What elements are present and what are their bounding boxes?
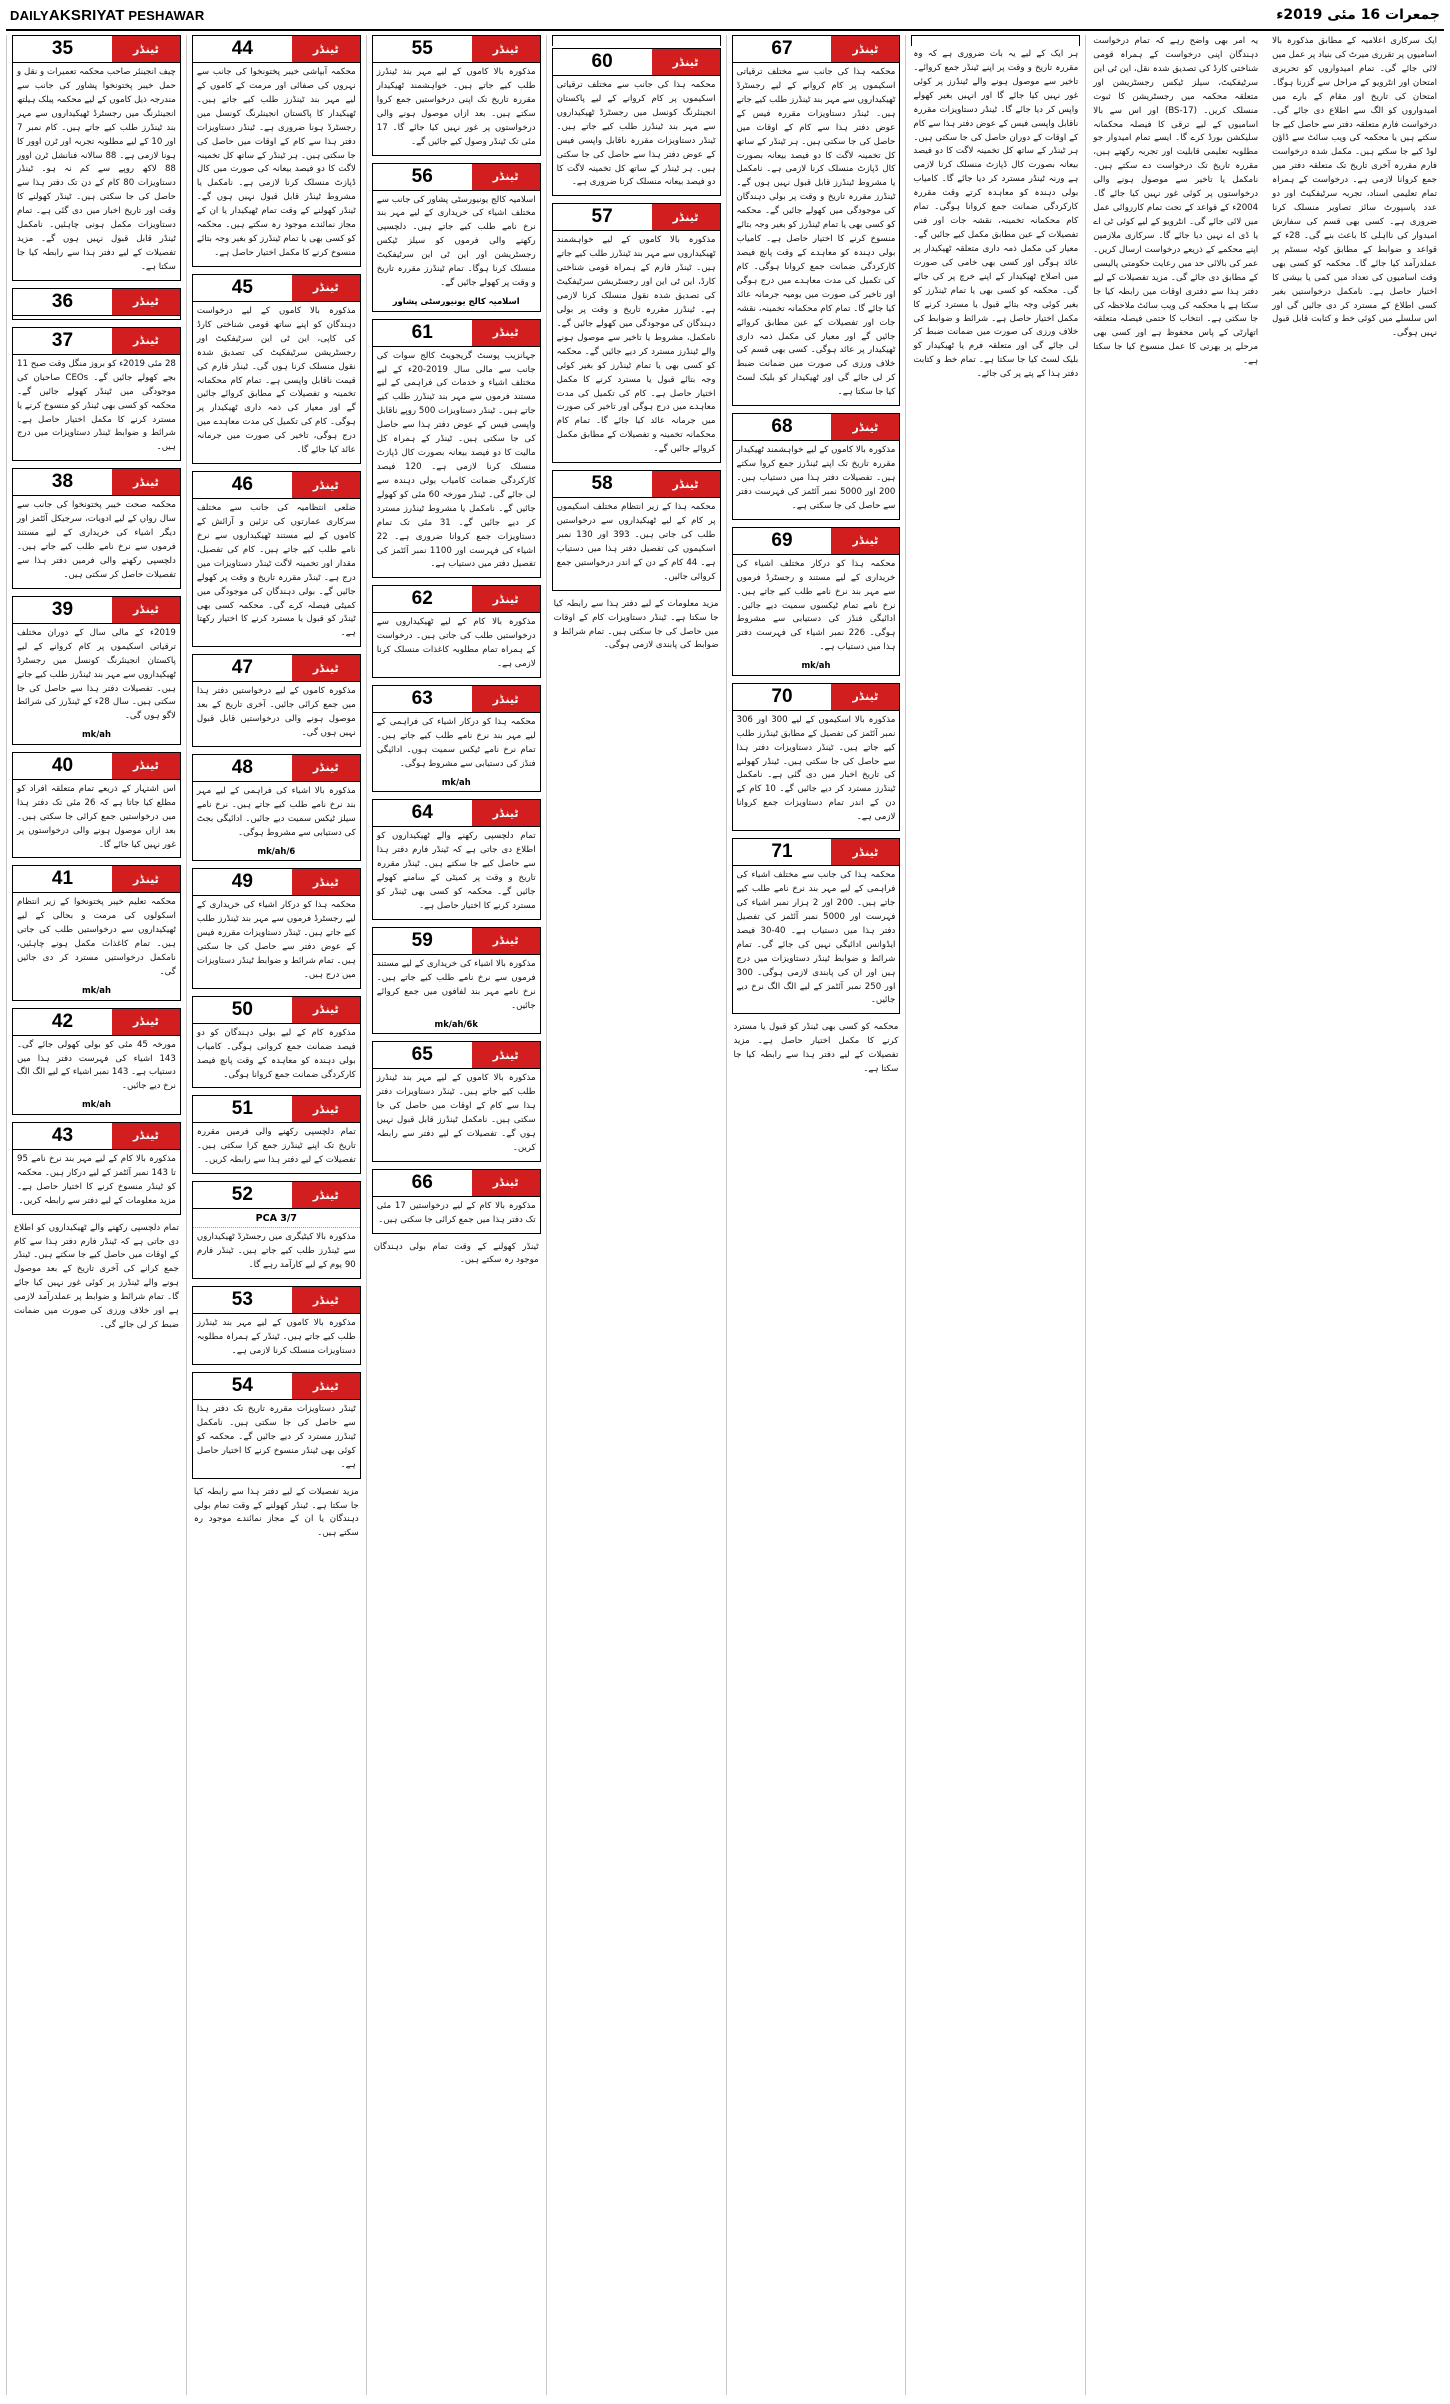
tender-number: 60 xyxy=(591,51,613,72)
tender-number: 50 xyxy=(231,998,253,1020)
column-container xyxy=(6,35,1444,2395)
column-text: محکمہ کو کسی بھی ٹینڈر کو قبول یا مسترد کرنے کا مکمل اختیار حاصل ہے۔ مزید تفصیلات کے لیے دفتر ہذا سے رابطہ کیا جا سکتا ہے۔ xyxy=(733,1022,899,1075)
tender-body: مذکورہ بالا اسکیموں کے لیے 300 اور 306 نمبر آئٹمز کی تفصیل کے مطابق ٹینڈرز طلب کیے جاتے ہیں۔ ٹینڈر دستاویزات دفتر ہذا سے حاصل کی جا سکتی ہیں۔ ٹینڈر کھولنے کی تاریخ اخبار میں دی گئی ہے۔ نامکمل ٹینڈرز مسترد کر دیے جائیں گے۔ 10 کام کے دن کے اندر تمام دستاویزات جمع کروانا لازمی ہے۔ xyxy=(736,714,896,823)
tender-tag: ٹینڈر xyxy=(112,866,180,892)
tender-tag: ٹینڈر xyxy=(472,164,540,190)
tender-number: 43 xyxy=(51,1124,74,1146)
tender-body: مذکورہ کاموں کے لیے درخواستیں دفتر ہذا میں جمع کرائی جائیں۔ آخری تاریخ کے بعد موصول ہونے والی درخواستیں قابل قبول نہیں ہوں گی۔ xyxy=(196,686,356,739)
tender-notice-header xyxy=(373,686,540,713)
tender-footer: اسلامیہ کالج یونیورسٹی پشاور xyxy=(392,295,520,306)
tender-notice-header xyxy=(193,755,360,782)
tender-notice[interactable] xyxy=(12,1122,181,1215)
tender-notice[interactable] xyxy=(552,48,721,196)
tender-notice[interactable] xyxy=(552,203,721,463)
tender-notice-header xyxy=(553,471,720,498)
tender-notice[interactable] xyxy=(372,1041,541,1162)
tender-body: محکمہ ہذا کو درکار اشیاء کی خریداری کے لیے رجسٹرڈ فرموں سے مہر بند ٹینڈرز طلب کیے جاتے ہیں۔ ٹینڈر دستاویزات مقررہ فیس کے عوض دفتر سے حاصل کی جا سکتی ہیں۔ تمام شرائط و ضوابط ٹینڈر دستاویزات میں درج ہیں۔ xyxy=(196,900,356,980)
tender-body: ضلعی انتظامیہ کی جانب سے مختلف سرکاری عمارتوں کی تزئین و آرائش کے کاموں کے لیے مستند ٹھیکیداروں سے نرخ نامے طلب کیے جاتے ہیں۔ کام کی تفصیل، مقدار اور تخمینہ لاگت ٹینڈر دستاویزات میں درج ہے۔ ٹینڈر مقررہ تاریخ و وقت پر کھولے جائیں گے۔ بولی دہندگان کی موجودگی میں کمیٹی فیصلہ کرے گی۔ محکمہ کسی بھی ٹینڈر کو قبول یا مسترد کرنے کا اختیار رکھتا ہے۔ xyxy=(196,503,356,639)
tender-number: 39 xyxy=(51,598,74,620)
tender-body: مذکورہ بالا کیٹیگری میں رجسٹرڈ ٹھیکیداروں سے ٹینڈرز طلب کیے جاتے ہیں۔ ٹینڈر فارم 90 یوم کے لیے کارآمد رہے گا۔ xyxy=(196,1232,356,1271)
tender-body: مذکورہ بالا کاموں کے لیے خواہشمند ٹھیکیداروں سے مہر بند ٹینڈرز طلب کیے جاتے ہیں۔ ٹینڈر فارم کے ہمراہ قومی شناختی کارڈ، این ٹی این اور رجسٹریشن سرٹیفکیٹ کی تصدیق شدہ نقول منسلک کرنا لازمی ہے۔ ٹینڈرز مقررہ تاریخ و وقت پر بولی دہندگان کی موجودگی میں کھولے جائیں گے۔ نامکمل، مشروط یا تاخیر سے موصول ہونے والے ٹینڈرز مسترد کر دیے جائیں گے۔ محکمہ کو کسی بھی یا تمام ٹینڈرز کو بغیر کوئی وجہ بتائے قبول یا مسترد کرنے کا مکمل اختیار حاصل ہے۔ کام کی تکمیل کی مدت معاہدے میں درج ہوگی اور تاخیر کی صورت میں جرمانہ عائد کیا جائے گا۔ تمام کام محکمانہ تخمینہ و تفصیلات کے مطابق مکمل کروائے جائیں گے۔ xyxy=(556,235,716,455)
tender-tag: ٹینڈر xyxy=(112,1123,180,1149)
tender-notice-header xyxy=(733,528,900,555)
tender-number: 57 xyxy=(591,206,613,228)
tender-notice[interactable] xyxy=(192,1372,361,1479)
tender-number: 59 xyxy=(411,929,433,951)
tender-footer: mk/ah xyxy=(801,660,831,671)
tender-number: 71 xyxy=(771,841,793,863)
tender-notice[interactable] xyxy=(732,838,901,1014)
tender-tag: ٹینڈر xyxy=(292,755,360,781)
brand-main: AKSRIYAT xyxy=(48,6,125,24)
tender-notice-header xyxy=(13,1123,180,1150)
issue-date: جمعرات 16 مئی 2019ء xyxy=(1276,7,1440,23)
tender-number: 44 xyxy=(231,38,253,59)
tender-number: 49 xyxy=(231,871,253,893)
brand-suffix: PESHAWAR xyxy=(128,7,205,23)
tender-notice-header xyxy=(373,1042,540,1069)
tender-body: محکمہ ہذا کی جانب سے مختلف ترقیاتی اسکیموں پر کام کروانے کے لیے رجسٹرڈ ٹھیکیداروں سے مہر بند ٹینڈرز طلب کیے جاتے ہیں۔ ٹینڈر دستاویزات مقررہ فیس کے عوض دفتر ہذا سے کام کے اوقات میں حاصل کی جا سکتی ہیں۔ ہر ٹینڈر کے ساتھ کل تخمینہ لاگت کا دو فیصد بیعانہ بصورت کال ڈپازٹ منسلک کرنا لازمی ہے۔ نامکمل یا مشروط ٹینڈرز قابل قبول نہیں ہوں گے۔ ٹینڈرز مقررہ تاریخ و وقت پر بولی دہندگان کی موجودگی میں کھولے جائیں گے۔ محکمہ کو کسی بھی یا تمام ٹینڈرز کو بغیر وجہ بتائے منسوخ کرنے کا اختیار حاصل ہے۔ کامیاب بولی دہندہ کو معاہدے کے وقت پانچ فیصد کارکردگی ضمانت جمع کروانا ہوگی۔ کام کی تکمیل کی مدت معاہدے میں درج ہوگی اور تاخیر کی صورت میں یومیہ جرمانہ عائد کیا جائے گا۔ تمام کام محکمانہ تخمینہ، نقشہ جات اور تفصیلات کے عین مطابق کروائے جائیں گے اور معیار کی مکمل ذمہ داری ٹھیکیدار پر عائد ہوگی۔ کسی بھی قسم کی خلاف ورزی کی صورت میں ضمانت ضبط کر لی جائے گی اور ٹھیکیدار کو بلیک لسٹ کیا جا سکتا ہے۔ xyxy=(736,67,896,398)
tender-body: محکمہ ہذا کو درکار مختلف اشیاء کی خریداری کے لیے مستند و رجسٹرڈ فرموں سے مہر بند نرخ نامے طلب کیے جاتے ہیں۔ نرخ نامے تمام ٹیکسوں سمیت دیے جائیں۔ ادائیگی فنڈز کی دستیابی سے مشروط ہوگی۔ 226 نمبر اشیاء کی فہرست دفتر ہذا میں دستیاب ہے۔ xyxy=(736,558,896,653)
tender-body: مذکورہ بالا کام کے لیے درخواستیں 17 مئی تک دفتر ہذا میں جمع کرائی جا سکتی ہیں۔ xyxy=(376,1200,536,1225)
newspaper-column xyxy=(546,35,726,2395)
tender-notice[interactable] xyxy=(12,865,181,1000)
tender-notice[interactable] xyxy=(192,754,361,861)
tender-notice-header xyxy=(193,655,360,682)
tender-notice-header xyxy=(193,1287,360,1314)
tender-tag: ٹینڈر xyxy=(292,1373,360,1399)
tender-notice-header xyxy=(553,204,720,231)
column-text: مزید معلومات کے لیے دفتر ہذا سے رابطہ کیا جا سکتا ہے۔ ٹینڈر دستاویزات کام کے اوقات میں حاصل کی جا سکتی ہیں۔ تمام شرائط و ضوابط کی پابندی لازمی ہوگی۔ xyxy=(553,598,719,651)
tender-notice[interactable] xyxy=(732,413,901,520)
tender-number: 47 xyxy=(231,657,253,679)
column-text: مزید تفصیلات کے لیے دفتر ہذا سے رابطہ کیا جا سکتا ہے۔ ٹینڈر کھولنے کے وقت تمام بولی دہندگان یا ان کے مجاز نمائندے موجود رہ سکتے ہیں۔ xyxy=(193,1486,359,1539)
tender-notice-header xyxy=(13,328,180,355)
newspaper-column xyxy=(1265,35,1444,2395)
tender-notice[interactable] xyxy=(12,752,181,859)
tender-number: 58 xyxy=(591,473,613,495)
tender-body: مذکورہ بالا اشیاء کی خریداری کے لیے مستند فرموں سے نرخ نامے طلب کیے جاتے ہیں۔ نرخ نامے مہر بند لفافوں میں جمع کروائے جائیں۔ xyxy=(376,958,536,1011)
tender-notice[interactable] xyxy=(192,868,361,989)
column-text: ہر ایک کے لیے یہ بات ضروری ہے کہ وہ مقررہ تاریخ و وقت پر اپنے ٹینڈر جمع کروائے۔ تاخیر سے موصول ہونے والے ٹینڈرز پر کوئی غور نہیں کیا جائے گا اور انہیں بغیر کھولے واپس کر دیا جائے گا۔ ٹینڈر دستاویزات مقررہ ناقابل واپسی فیس کے عوض دفتر ہذا سے کام کے اوقات کے دوران حاصل کی جا سکتی ہیں۔ ہر ٹینڈر کے ساتھ کل تخمینہ لاگت کا دو فیصد بیعانہ بصورت کال ڈپازٹ منسلک کرنا لازمی ہے ورنہ ٹینڈر مسترد کر دیا جائے گا۔ کامیاب بولی دہندہ کو معاہدہ کرتے وقت مقررہ کارکردگی ضمانت جمع کروانا ہوگی۔ تمام کام محکمانہ تخمینہ، نقشہ جات اور فنی تفصیلات کے عین مطابق مکمل کیے جائیں گے۔ معیار کی مکمل ذمہ داری متعلقہ ٹھیکیدار پر عائد ہوگی اور کسی بھی خامی کی صورت میں اصلاح ٹھیکیدار کے اپنے خرچ پر کی جائے گی۔ محکمہ کو کسی بھی یا تمام ٹینڈرز کو بغیر کوئی وجہ بتائے قبول یا مسترد کرنے کا مکمل اختیار حاصل ہے۔ شرائط و ضوابط کی خلاف ورزی کی صورت میں ضمانت ضبط کر لی جائے گی اور متعلقہ فرم یا ٹھیکیدار کو بلیک لسٹ کیا جا سکتا ہے۔ تمام خط و کتابت دفتر ہذا کے پتے پر کی جائے۔ xyxy=(913,49,1079,380)
tender-number: 62 xyxy=(411,588,433,610)
newspaper-column xyxy=(6,35,186,2395)
tender-body: 2019ء کے مالی سال کے دوران مختلف ترقیاتی اسکیموں پر کام کروانے کے لیے پاکستان انجینئرنگ کونسل میں رجسٹرڈ ٹھیکیداروں سے مہر بند ٹینڈرز طلب کیے جاتے ہیں۔ تفصیلات دفتر ہذا سے حاصل کی جا سکتی ہیں۔ سال 28ء کے ٹینڈرز کی شرائط لاگو ہوں گی۔ xyxy=(17,627,176,722)
newspaper-column xyxy=(366,35,546,2395)
tender-notice-header xyxy=(733,414,900,441)
tender-body: محکمہ ہذا کی جانب سے مختلف اشیاء کی فراہمی کے لیے مہر بند نرخ نامے طلب کیے جاتے ہیں۔ 200 اور 2 ہزار نمبر اشیاء کی فہرست اور 5000 نمبر آئٹمز کی تفصیل دفتر ہذا میں دستیاب ہے۔ 40-30 فیصد ایڈوانس ادائیگی نہیں کی جائے گی۔ تمام شرائط و ضوابط ٹینڈر دستاویزات میں درج ہیں اور ان کی پابندی لازمی ہوگی۔ 300 اور 250 نمبر آئٹمز کے لیے الگ الگ نرخ دیے جائیں۔ xyxy=(736,870,896,1006)
newspaper-column xyxy=(905,35,1085,2395)
tender-notice-header xyxy=(13,753,180,780)
newspaper-column xyxy=(726,35,906,2395)
tender-number: 52 xyxy=(231,1184,253,1206)
tender-notice-header xyxy=(193,997,360,1024)
tender-tag: ٹینڈر xyxy=(472,320,540,346)
tender-notice-header xyxy=(373,1170,540,1197)
tender-tag: ٹینڈر xyxy=(292,1182,360,1208)
tender-body: محکمہ ہذا کو درکار اشیاء کی فراہمی کے لیے مہر بند نرخ نامے طلب کیے جاتے ہیں۔ تمام نرخ نامے ٹیکس سمیت ہوں۔ ادائیگی فنڈز کی دستیابی سے مشروط ہوگی۔ xyxy=(376,717,536,769)
tender-body: مذکورہ بالا کام کے لیے ٹھیکیداروں سے درخواستیں طلب کی جاتی ہیں۔ درخواست کے ہمراہ تمام مطلوبہ کاغذات منسلک کرنا لازمی ہے۔ xyxy=(376,617,536,670)
tender-title: 3/7 PCA xyxy=(193,1209,360,1228)
tender-number: 40 xyxy=(51,754,74,776)
tender-notice-header xyxy=(733,684,900,711)
tender-notice[interactable] xyxy=(192,471,361,647)
tender-tag: ٹینڈر xyxy=(472,800,540,826)
tender-number: 70 xyxy=(771,685,793,707)
tender-number: 63 xyxy=(411,688,433,710)
tender-tag: ٹینڈر xyxy=(112,289,180,315)
tender-number: 51 xyxy=(231,1098,253,1120)
tender-notice[interactable] xyxy=(192,654,361,747)
tender-notice[interactable] xyxy=(372,319,541,579)
tender-notice[interactable] xyxy=(12,596,181,745)
tender-number: 69 xyxy=(771,529,793,551)
tender-notice-header xyxy=(13,597,180,624)
tender-body: محکمہ صحت خیبر پختونخوا کی جانب سے سال رواں کے لیے ادویات، سرجیکل آئٹمز اور دیگر اشیاء کی خریداری کے لیے مستند فرموں سے نرخ نامے طلب کیے جاتے ہیں۔ دلچسپی رکھنے والی فرمیں دفتر ہذا سے تفصیلات حاصل کر سکتی ہیں۔ xyxy=(17,500,176,580)
column-rule xyxy=(552,35,721,46)
tender-footer: mk/ah xyxy=(441,776,471,787)
tender-number: 64 xyxy=(411,802,433,824)
tender-tag: ٹینڈر xyxy=(292,1287,360,1313)
tender-tag: ٹینڈر xyxy=(112,1009,180,1035)
tender-body: محکمہ آبپاشی خیبر پختونخوا کی جانب سے نہروں کی صفائی اور مرمت کے کاموں کے لیے مہر بند ٹینڈرز طلب کیے جاتے ہیں۔ ٹھیکیدار کا پاکستان انجینئرنگ کونسل میں رجسٹرڈ ہونا ضروری ہے۔ ٹینڈر دستاویزات دفتر ہذا سے کام کے اوقات میں حاصل کی جا سکتی ہیں۔ ہر ٹینڈر کے ساتھ کل تخمینہ لاگت کا دو فیصد بیعانہ کی صورت میں کال ڈپازٹ منسلک کرنا لازمی ہے۔ نامکمل یا مشروط ٹینڈر قابل قبول نہیں ہوں گے۔ ٹینڈر کھولنے کے وقت تمام ٹھیکیدار یا ان کے مجاز نمائندے موجود رہ سکتے ہیں۔ محکمہ کو کسی بھی یا تمام ٹینڈرز کو بغیر وجہ بتائے منسوخ کرنے کا مکمل اختیار حاصل ہے۔ xyxy=(196,67,356,258)
tender-body: مذکورہ بالا کاموں کے لیے درخواست دہندگان کو اپنے ساتھ قومی شناختی کارڈ کی کاپی، این ٹی این سرٹیفکیٹ اور رجسٹریشن سرٹیفکیٹ کی تصدیق شدہ نقول منسلک کرنا ہوں گی۔ ٹینڈر فارم کی قیمت ناقابل واپسی ہے۔ تمام کام محکمانہ تخمینہ و تفصیلات کے مطابق کروائے جائیں گے اور معیار کی ذمہ داری ٹھیکیدار پر ہوگی۔ کام کی تکمیل کی مدت معاہدے میں درج ہوگی، تاخیر کی صورت میں جرمانہ عائد کیا جائے گا۔ xyxy=(196,305,356,456)
tender-notice-header xyxy=(13,1009,180,1036)
tender-tag: ٹینڈر xyxy=(292,36,360,62)
masthead xyxy=(6,4,1444,31)
tender-notice[interactable] xyxy=(372,927,541,1034)
tender-body: مذکورہ بالا اشیاء کی فراہمی کے لیے مہر بند نرخ نامے طلب کیے جاتے ہیں۔ نرخ نامے سیلز ٹیکس سمیت دیے جائیں۔ ادائیگی بجٹ کی دستیابی سے مشروط ہوگی۔ xyxy=(196,785,356,838)
tender-footer: mk/ah xyxy=(81,729,111,740)
tender-number: 55 xyxy=(411,38,433,59)
tender-number: 56 xyxy=(411,165,433,187)
tender-notice-header xyxy=(13,289,180,316)
tender-notice-header xyxy=(373,800,540,827)
tender-body: مذکورہ بالا کام کے لیے مہر بند نرخ نامے 95 تا 143 نمبر آئٹمز کے لیے درکار ہیں۔ محکمہ کو ٹینڈر منسوخ کرنے کا اختیار حاصل ہے۔ مزید معلومات کے لیے دفتر سے رابطہ کریں۔ xyxy=(17,1153,176,1206)
tender-notice-header xyxy=(373,164,540,191)
tender-body: محکمہ ہذا کے زیر انتظام مختلف اسکیموں پر کام کے لیے ٹھیکیداروں سے درخواستیں طلب کی جاتی ہیں۔ 393 اور 130 نمبر اسکیموں کی تفصیل دفتر ہذا میں دستیاب ہے۔ 44 کام کے دن کے اندر درخواستیں جمع کروائی جائیں۔ xyxy=(556,502,716,582)
tender-notice-header xyxy=(553,49,720,76)
tender-number: 48 xyxy=(231,756,253,778)
tender-notice-header xyxy=(733,839,900,866)
tender-notice[interactable] xyxy=(192,1181,361,1279)
tender-notice-header xyxy=(13,36,180,63)
brand-prefix: DAILY xyxy=(10,7,49,23)
tender-notice[interactable] xyxy=(732,527,901,676)
tender-tag: ٹینڈر xyxy=(112,469,180,495)
tender-notice[interactable] xyxy=(192,996,361,1089)
tender-notice-header xyxy=(193,275,360,302)
column-text: یہ امر بھی واضح رہے کہ تمام درخواست دہندگان اپنی درخواست کے ہمراہ قومی شناختی کارڈ کی تصدیق شدہ نقل، این ٹی این سرٹیفکیٹ، سیلز ٹیکس رجسٹریشن اور متعلقہ محکمہ میں رجسٹریشن کا ثبوت منسلک کریں۔ (BS-17) اور اس سے بالا اسامیوں کے لیے ترقی کا فیصلہ محکمانہ سلیکشن بورڈ کرے گا۔ ایسے تمام امیدوار جو مطلوبہ تعلیمی قابلیت اور تجربہ رکھتے ہیں، مقررہ تاریخ تک درخواست دے سکتے ہیں۔ نامکمل یا تاخیر سے موصول ہونے والی درخواستوں پر کوئی غور نہیں کیا جائے گا۔ 2004ء کے قواعد کے تحت تمام کارروائی عمل میں لائی جائے گی۔ انٹرویو کے لیے کوئی ٹی اے یا ڈی اے نہیں دیا جائے گا۔ سرکاری ملازمین اپنے محکمے کے ذریعے درخواست ارسال کریں۔ عمر کی بالائی حد میں رعایت حکومتی پالیسی کے مطابق دی جائے گی۔ مزید تفصیلات کے لیے دفتر ہذا سے دفتری اوقات میں رابطہ کیا جا سکتا ہے یا محکمہ کی ویب سائٹ ملاحظہ کی جا سکتی ہے۔ انتخاب کا حتمی فیصلہ متعلقہ اتھارٹی کے پاس محفوظ ہے اور کسی بھی مرحلے پر بھرتی کا عمل منسوخ کیا جا سکتا ہے۔ xyxy=(1093,36,1259,367)
column-text: ٹینڈر کھولنے کے وقت تمام بولی دہندگان موجود رہ سکتے ہیں۔ xyxy=(373,1241,539,1266)
tender-footer: mk/ah xyxy=(81,1099,111,1110)
tender-number: 35 xyxy=(51,38,74,59)
tender-body: جہانزیب پوسٹ گریجویٹ کالج سوات کی جانب سے مالی سال 2019-20ء کے لیے مختلف اشیاء و خدمات کی فراہمی کے لیے مستند فرموں سے مہر بند ٹینڈرز طلب کیے جاتے ہیں۔ ٹینڈر دستاویزات 500 روپے ناقابل واپسی فیس کے عوض دفتر ہذا سے حاصل کی جا سکتی ہیں۔ ٹینڈر کے ہمراہ کل مالیت کا دو فیصد بیعانہ بصورت کال ڈپازٹ منسلک کرنا لازمی ہے۔ 120 فیصد کارکردگی ضمانت کامیاب بولی دہندہ سے لی جائے گی۔ ٹینڈر مورخہ 60 مئی کو کھولے جائیں گے۔ نامکمل یا مشروط ٹینڈرز مسترد کر دیے جائیں گے۔ 31 مئی تک تمام دستاویزات جمع کروانا ضروری ہے۔ 22 اشیاء کی فہرست اور 1100 نمبر آئٹمز کی تفصیل دفتر میں دستیاب ہے۔ xyxy=(376,350,536,570)
tender-body: اس اشتہار کے ذریعے تمام متعلقہ افراد کو مطلع کیا جاتا ہے کہ 26 مئی تک دفتر ہذا میں درخواستیں جمع کرائی جا سکتی ہیں۔ بعد ازاں موصول ہونے والی درخواستوں پر غور نہیں کیا جائے گا۔ xyxy=(17,783,176,850)
tender-number: 68 xyxy=(771,416,793,438)
tender-body: ٹینڈر دستاویزات مقررہ تاریخ تک دفتر ہذا سے حاصل کی جا سکتی ہیں۔ نامکمل ٹینڈرز مسترد کر دیے جائیں گے۔ محکمہ کو کوئی بھی ٹینڈر منسوخ کرنے کا اختیار حاصل ہے۔ xyxy=(196,1404,356,1470)
tender-notice[interactable] xyxy=(372,585,541,678)
tender-tag: ٹینڈر xyxy=(831,684,899,710)
column-text: ایک سرکاری اعلامیہ کے مطابق مذکورہ بالا اسامیوں پر تقرری میرٹ کی بنیاد پر عمل میں لائی جائے گی۔ تمام امیدواروں کو تحریری امتحان اور انٹرویو کے مراحل سے گزرنا ہوگا۔ امتحان کی تاریخ اور مقام کے بارے میں امیدواروں کو الگ سے اطلاع دی جائے گی۔ درخواست فارم متعلقہ دفتر سے حاصل کیے جا سکتے ہیں یا محکمہ کی ویب سائٹ سے ڈاؤن لوڈ کیے جا سکتے ہیں۔ مکمل شدہ درخواست فارم مقررہ آخری تاریخ تک متعلقہ دفتر میں جمع کروانا لازمی ہے۔ درخواست کے ہمراہ تمام تعلیمی اسناد، تجربہ سرٹیفکیٹ اور دو عدد پاسپورٹ سائز تصاویر منسلک کرنا ضروری ہے۔ کسی بھی قسم کی سفارش امیدوار کی نااہلی کا باعث بنے گی۔ 28ء کے قواعد و ضوابط کے مطابق کوٹہ سسٹم پر عملدرآمد کیا جائے گا۔ محکمہ کو کسی بھی وقت اسامیوں کی تعداد میں کمی یا بیشی کا اختیار حاصل ہے۔ نامکمل درخواستیں بغیر کسی اطلاع کے مسترد کر دی جائیں گی اور اس سلسلے میں کوئی خط و کتابت قابل قبول نہیں ہوگی۔ xyxy=(1272,36,1437,339)
tender-notice[interactable] xyxy=(12,288,181,320)
tender-footer: mk/ah/6 xyxy=(257,845,296,856)
tender-notice-header xyxy=(373,586,540,613)
tender-body: اسلامیہ کالج یونیورسٹی پشاور کی جانب سے مختلف اشیاء کی خریداری کے لیے مہر بند نرخ نامے طلب کیے جاتے ہیں۔ دلچسپی رکھنے والی فرموں کو سیلز ٹیکس رجسٹریشن اور این ٹی این سرٹیفکیٹ منسلک کرنا ہوگا۔ تمام ٹینڈرز مقررہ تاریخ و وقت پر کھولے جائیں گے۔ xyxy=(376,194,536,289)
tender-tag: ٹینڈر xyxy=(652,204,720,230)
tender-tag: ٹینڈر xyxy=(292,655,360,681)
tender-body: تمام دلچسپی رکھنے والی فرمیں مقررہ تاریخ تک اپنے ٹینڈرز جمع کرا سکتی ہیں۔ تفصیلات کے لیے دفتر ہذا سے رابطہ کریں۔ xyxy=(196,1127,356,1166)
tender-notice[interactable] xyxy=(12,327,181,461)
tender-tag: ٹینڈر xyxy=(652,49,720,75)
tender-body: مذکورہ کام کے لیے بولی دہندگان کو دو فیصد ضمانت جمع کروانی ہوگی۔ کامیاب بولی دہندہ کو معاہدہ کے وقت پانچ فیصد کارکردگی ضمانت جمع کروانا ہوگی۔ xyxy=(196,1027,356,1080)
tender-notice-header xyxy=(193,1373,360,1400)
tender-number: 41 xyxy=(51,868,74,890)
tender-tag: ٹینڈر xyxy=(831,528,899,554)
tender-notice[interactable] xyxy=(372,163,541,312)
tender-tag: ٹینڈر xyxy=(292,275,360,301)
tender-notice-header xyxy=(193,869,360,896)
tender-number: 53 xyxy=(231,1289,253,1311)
tender-notice[interactable] xyxy=(372,1169,541,1234)
tender-number: 38 xyxy=(51,471,74,493)
tender-notice-header xyxy=(193,36,360,63)
tender-notice-header xyxy=(193,472,360,499)
tender-body: مذکورہ بالا کاموں کے لیے خواہشمند ٹھیکیدار مقررہ تاریخ تک اپنے ٹینڈرز جمع کروا سکتے ہیں۔ تفصیلات دفتر ہذا میں دستیاب ہیں۔ 200 اور 5000 نمبر آئٹمز کی فہرست دفتر سے حاصل کی جا سکتی ہے۔ xyxy=(736,445,896,511)
tender-tag: ٹینڈر xyxy=(472,1170,540,1196)
tender-notice[interactable] xyxy=(732,683,901,831)
tender-body: محکمہ ہذا کی جانب سے مختلف ترقیاتی اسکیموں پر کام کروانے کے لیے پاکستان انجینئرنگ کونسل میں رجسٹرڈ ٹھیکیداروں سے مہر بند ٹینڈرز طلب کیے جاتے ہیں۔ ٹینڈر دستاویزات مقررہ ناقابل واپسی فیس کے عوض دفتر ہذا سے حاصل کی جا سکتی ہیں۔ ہر ٹینڈر کے ساتھ کل تخمینہ لاگت کا دو فیصد بیعانہ منسلک کرنا ضروری ہے۔ xyxy=(556,80,716,188)
tender-number: 45 xyxy=(231,276,253,298)
tender-tag: ٹینڈر xyxy=(292,1096,360,1122)
tender-number: 37 xyxy=(51,329,74,351)
tender-notice[interactable] xyxy=(552,470,721,591)
tender-tag: ٹینڈر xyxy=(831,839,899,865)
tender-notice[interactable] xyxy=(192,1286,361,1365)
tender-notice[interactable] xyxy=(12,1008,181,1115)
tender-notice[interactable] xyxy=(12,35,181,281)
tender-number: 36 xyxy=(51,290,74,312)
tender-notice-header xyxy=(373,36,540,63)
tender-tag: ٹینڈر xyxy=(112,36,180,62)
column-text: تمام دلچسپی رکھنے والے ٹھیکیداروں کو اطلاع دی جاتی ہے کہ ٹینڈر فارم دفتر ہذا سے کام کے اوقات میں حاصل کیے جا سکتے ہیں۔ ٹینڈر جمع کرانے کی آخری تاریخ کے بعد موصول ہونے والے ٹینڈرز پر کوئی غور نہیں کیا جائے گا۔ تمام شرائط و ضوابط پر عملدرآمد لازمی ہے اور خلاف ورزی کی صورت میں ضمانت ضبط کر لی جائے گی۔ xyxy=(14,1222,179,1331)
tender-notice[interactable] xyxy=(192,1095,361,1174)
tender-notice[interactable] xyxy=(732,35,901,406)
tender-tag: ٹینڈر xyxy=(292,472,360,498)
tender-tag: ٹینڈر xyxy=(112,597,180,623)
tender-notice-header xyxy=(373,320,540,347)
tender-notice-header xyxy=(733,36,900,63)
tender-notice[interactable] xyxy=(372,799,541,920)
tender-body: تمام دلچسپی رکھنے والے ٹھیکیداروں کو اطلاع دی جاتی ہے کہ ٹینڈر فارم دفتر ہذا سے حاصل کیے جا سکتے ہیں۔ ٹینڈر مقررہ تاریخ و وقت پر کمیٹی کے سامنے کھولے جائیں گے۔ محکمہ کو کسی بھی ٹینڈر کو مسترد کرنے کا اختیار حاصل ہے۔ xyxy=(376,831,536,911)
tender-number: 61 xyxy=(411,321,433,343)
tender-tag: ٹینڈر xyxy=(292,869,360,895)
tender-tag: ٹینڈر xyxy=(472,686,540,712)
tender-notice[interactable] xyxy=(372,685,541,792)
tender-number: 42 xyxy=(51,1010,74,1032)
tender-notice[interactable] xyxy=(192,35,361,267)
column-rule xyxy=(911,35,1080,46)
tender-notice-header xyxy=(13,866,180,893)
tender-tag: ٹینڈر xyxy=(831,414,899,440)
tender-number: 65 xyxy=(411,1044,433,1066)
tender-tag: ٹینڈر xyxy=(472,1042,540,1068)
tender-notice-header xyxy=(193,1182,360,1209)
tender-notice-header xyxy=(193,1096,360,1123)
tender-body: 28 مئی 2019ء کو بروز منگل وقت صبح 11 بجے کھولے جائیں گے۔ CEOs صاحبان کی موجودگی میں ٹینڈر کھولے جائیں گے۔ محکمہ کو کسی بھی ٹینڈر کو منسوخ کرنے یا مسترد کرنے کا مکمل اختیار حاصل ہے۔ شرائط و ضوابط ٹینڈر دستاویزات میں درج ہیں۔ xyxy=(17,358,176,453)
tender-notice-header xyxy=(373,928,540,955)
tender-body: محکمہ تعلیم خیبر پختونخوا کے زیر انتظام اسکولوں کی مرمت و بحالی کے لیے ٹھیکیداروں سے درخواستیں طلب کی جاتی ہیں۔ تمام کاغذات مکمل ہونے چاہئیں، نامکمل درخواستیں مسترد کر دی جائیں گی۔ xyxy=(17,897,176,978)
tender-body: مذکورہ بالا کاموں کے لیے مہر بند ٹینڈرز طلب کیے جاتے ہیں۔ خواہشمند ٹھیکیدار مقررہ تاریخ تک اپنی درخواستیں جمع کروا سکتے ہیں۔ بعد ازاں موصول ہونے والی درخواستوں پر غور نہیں کیا جائے گا۔ 17 مئی تک ٹینڈر وصول کیے جائیں گے۔ xyxy=(376,67,536,147)
tender-tag: ٹینڈر xyxy=(472,36,540,62)
newspaper-column xyxy=(1085,35,1265,2395)
tender-body: مذکورہ بالا کاموں کے لیے مہر بند ٹینڈرز طلب کیے جاتے ہیں۔ ٹینڈر کے ہمراہ مطلوبہ دستاویزات منسلک کرنا لازمی ہے۔ xyxy=(196,1318,356,1357)
tender-notice[interactable] xyxy=(372,35,541,156)
newspaper-brand xyxy=(10,7,204,24)
tender-notice[interactable] xyxy=(12,468,181,589)
tender-tag: ٹینڈر xyxy=(831,36,899,62)
tender-tag: ٹینڈر xyxy=(292,997,360,1023)
tender-notice[interactable] xyxy=(192,274,361,464)
tender-number: 54 xyxy=(231,1375,253,1397)
tender-tag: ٹینڈر xyxy=(472,928,540,954)
tender-body: مذکورہ بالا کاموں کے لیے مہر بند ٹینڈرز طلب کیے جاتے ہیں۔ ٹینڈر دستاویزات دفتر ہذا سے کام کے اوقات میں حاصل کی جا سکتی ہیں۔ نامکمل ٹینڈرز قابل قبول نہیں ہوں گے۔ تفصیلات کے لیے دفتر سے رابطہ کریں۔ xyxy=(376,1073,536,1153)
tender-body: مورخہ 45 مئی کو بولی کھولی جائے گی۔ 143 اشیاء کی فہرست دفتر ہذا میں دستیاب ہے۔ 143 نمبر اشیاء کے لیے الگ الگ نرخ دیے جائیں۔ xyxy=(17,1039,176,1092)
newspaper-column xyxy=(186,35,366,2395)
tender-notice-header xyxy=(13,469,180,496)
tender-number: 66 xyxy=(411,1171,433,1193)
tender-tag: ٹینڈر xyxy=(112,753,180,779)
tender-number: 46 xyxy=(231,474,253,496)
tender-body: چیف انجینئر صاحب محکمہ تعمیرات و نقل و حمل خیبر پختونخوا پشاور کی جانب سے مندرجہ ذیل کاموں کے لیے محکمہ پبلک ہیلتھ انجینئرنگ میں رجسٹرڈ ٹھیکیداروں سے مہر بند ٹینڈرز طلب کیے جاتے ہیں۔ کام نمبر 7 اور 10 کے لیے مطلوبہ تجربہ اور ٹرن اوور کا ہونا لازمی ہے۔ 88 سالانہ فنانشل ٹرن اوور 88 لاکھ روپے سے کم نہ ہو۔ ٹینڈر دستاویزات 80 کام کے دن تک دفتر ہذا سے حاصل کی جا سکتی ہیں۔ ٹینڈر کھولنے کا وقت اور تاریخ اخبار میں دی گئی ہے۔ تمام دستاویزات مکمل ہونی چاہئیں۔ نامکمل ٹینڈر قابل قبول نہیں ہوں گے۔ مزید تفصیلات کے لیے دفتر ہذا سے رابطہ کیا جا سکتا ہے۔ xyxy=(17,67,176,272)
tender-number: 67 xyxy=(771,38,793,59)
tender-tag: ٹینڈر xyxy=(472,586,540,612)
tender-tag: ٹینڈر xyxy=(112,328,180,354)
tender-footer: mk/ah xyxy=(81,985,111,996)
tender-tag: ٹینڈر xyxy=(652,471,720,497)
tender-footer: mk/ah/6k xyxy=(434,1018,478,1029)
